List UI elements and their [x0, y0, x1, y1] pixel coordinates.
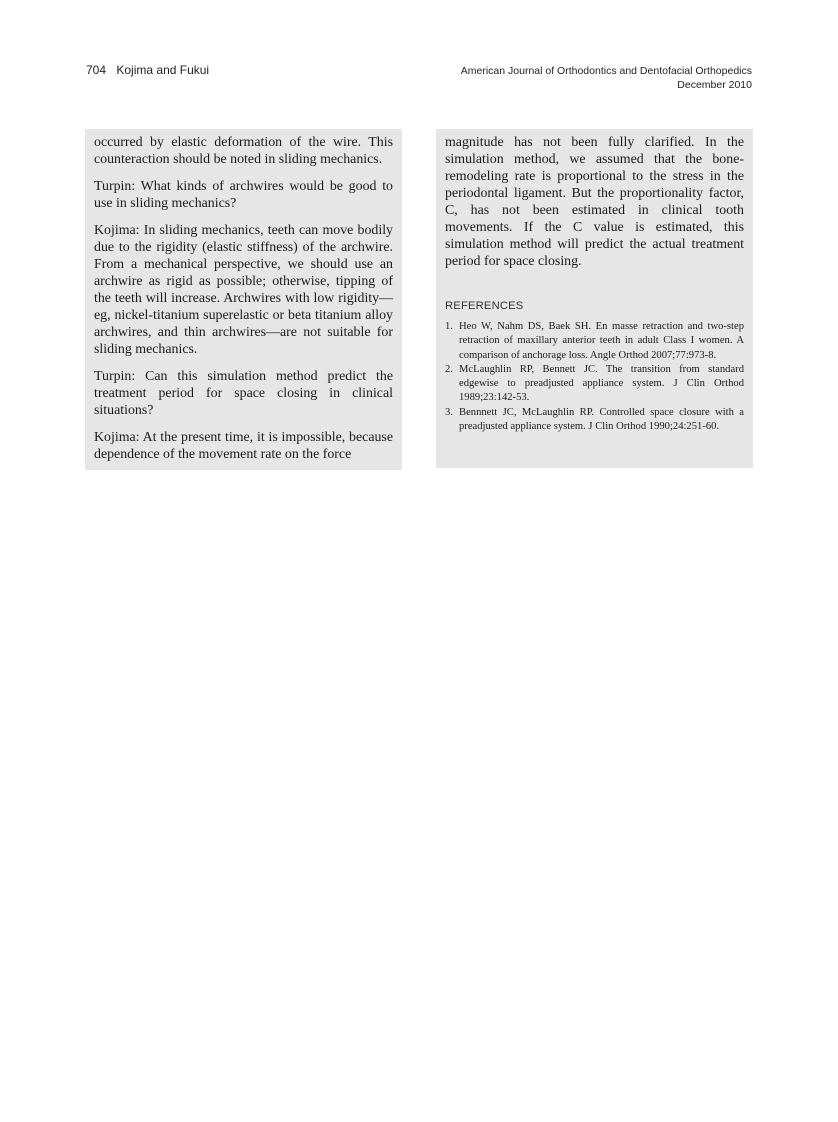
paragraph: Turpin: Can this simulation method predict the treatment period for space closing in clinical situations?	[94, 369, 393, 418]
reference-text: McLaughlin RP, Bennett JC. The transition from standard edgewise to preadjusted appliance system. J Clin Orthod 1989;23:142-53.	[459, 363, 744, 404]
paragraph: Kojima: At the present time, it is impossible, because dependence of the movement rate on the force	[94, 430, 393, 462]
page-number: 704	[86, 63, 107, 77]
left-text-column	[85, 129, 402, 470]
reference-item	[445, 406, 744, 435]
right-text-column	[436, 129, 753, 468]
issue-date: December 2010	[677, 79, 752, 91]
running-head-left	[86, 63, 209, 77]
paragraph: Turpin: What kinds of archwires would be good to use in sliding mechanics?	[94, 179, 393, 211]
reference-text: Bennnett JC, McLaughlin RP. Controlled space closure with a preadjusted appliance system. J Clin Orthod 1990;24:251-60.	[459, 406, 744, 433]
reference-number: 2.	[445, 363, 453, 375]
reference-list	[445, 320, 744, 434]
running-head-authors: Kojima and Fukui	[116, 63, 210, 77]
reference-text: Heo W, Nahm DS, Baek SH. En masse retraction and two-step retraction of maxillary anterior teeth in adult Class I women. A comparison of anchorage loss. Angle Orthod 2007;77:973-8.	[459, 321, 744, 361]
reference-number: 3.	[445, 406, 453, 418]
reference-number: 1.	[445, 321, 453, 332]
paragraph: magnitude has not been fully clarified. In the simulation method, we assumed that the bone-remodeling rate is proportional to the stress in the periodontal ligament. But the proportionality factor, C, has not been estimated in clinical tooth movements. If the C value is estimated, this simulation method will predict the actual treatment period for space closing.	[445, 135, 744, 269]
journal-title: American Journal of Orthodontics and Dentofacial Orthopedics	[460, 65, 752, 77]
running-head-right	[461, 64, 752, 92]
reference-item	[445, 363, 744, 406]
references-heading: REFERENCES	[445, 300, 524, 312]
reference-item	[445, 320, 744, 363]
paragraph: Kojima: In sliding mechanics, teeth can move bodily due to the rigidity (elastic stiffness) of the archwire. From a mechanical perspective, we should use an archwire as rigid as possible; otherwise, tipping of the teeth will increase. Archwires with low rigidity—eg, nickel-titanium superelastic or beta titanium alloy archwires, and thin archwires—are not suitable for sliding mechanics.	[94, 223, 393, 357]
paragraph: occurred by elastic deformation of the wire. This counteraction should be noted in sliding mechanics.	[94, 135, 393, 167]
